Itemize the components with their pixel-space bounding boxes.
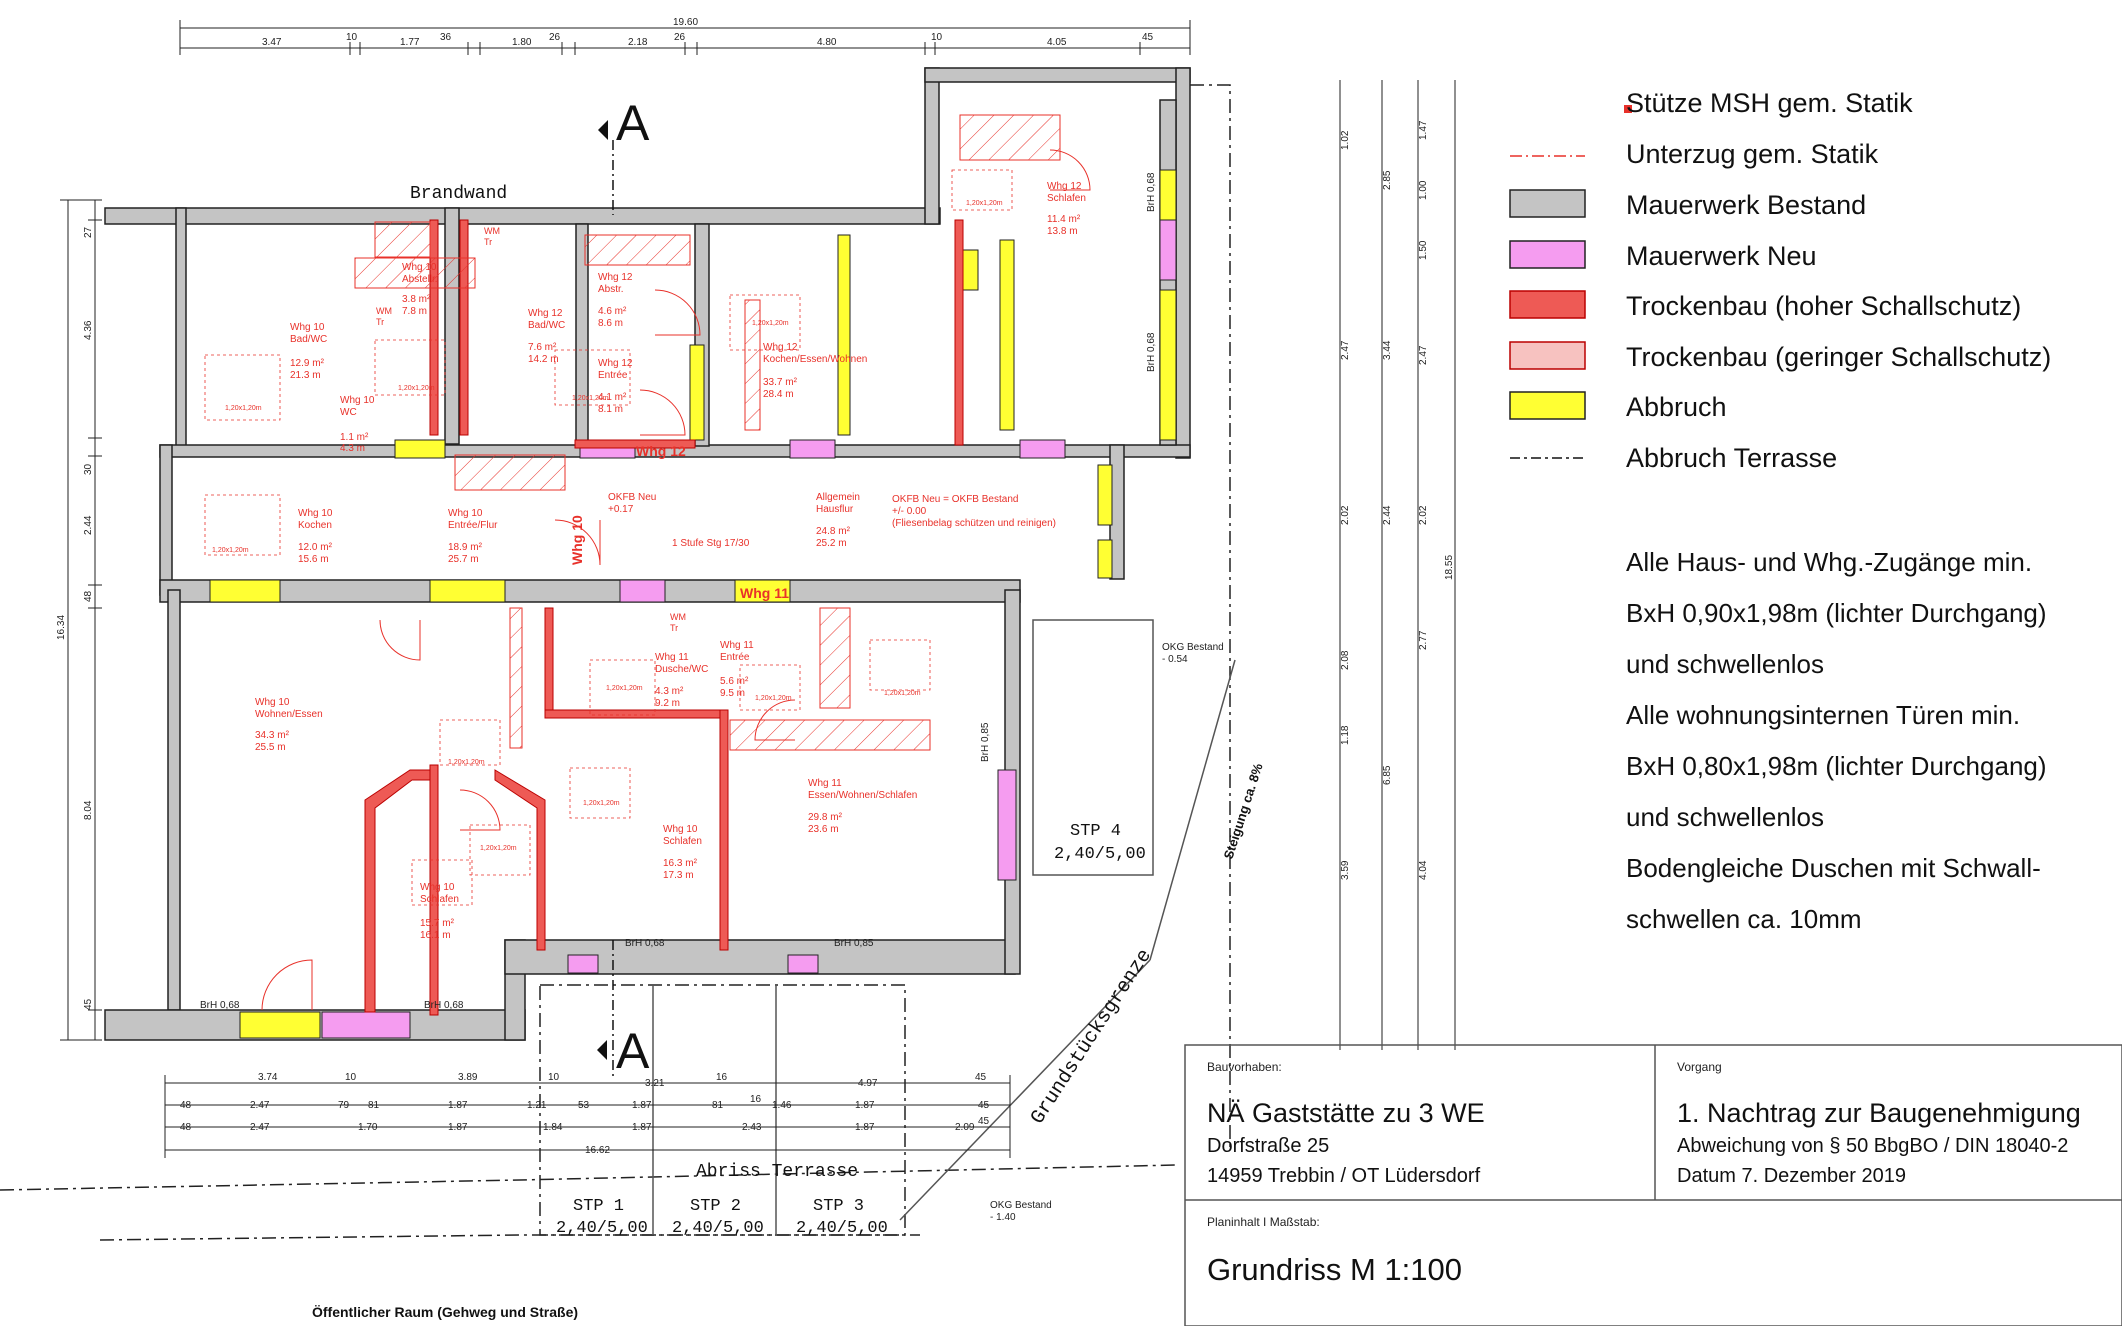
dim-bottom-r2: 48 xyxy=(180,1100,192,1111)
dim-right-total: 18.55 xyxy=(1444,554,1455,580)
svg-text:21.3 m: 21.3 m xyxy=(290,370,321,381)
dim-bottom-r2: 81 xyxy=(368,1100,380,1111)
brh-label: BrH 0,85 xyxy=(980,722,991,762)
planinhalt-label: Planinhalt I Maßstab: xyxy=(1207,1215,1320,1229)
brh-label: BrH 0,68 xyxy=(1146,172,1157,212)
dim-right-col1: 3.59 xyxy=(1340,860,1351,880)
svg-text:4.1 m²: 4.1 m² xyxy=(598,392,627,403)
legend-swatches xyxy=(1510,105,1632,458)
dim-bottom-r3: 1.87 xyxy=(632,1122,652,1133)
svg-text:Whg 12: Whg 12 xyxy=(1047,181,1082,192)
dim-bottom-r2: 2.47 xyxy=(250,1100,270,1111)
turning-tag: 1,20x1,20m xyxy=(755,695,792,702)
room-label xyxy=(420,882,459,941)
dim-top-part: 45 xyxy=(1142,32,1154,43)
turning-tag: 1,20x1,20m xyxy=(884,690,921,697)
svg-text:23.6 m: 23.6 m xyxy=(808,824,839,835)
dim-bottom-r2: 1.21 xyxy=(527,1100,547,1111)
note-line: Alle Haus- und Whg.-Zugänge min. xyxy=(1626,547,2033,577)
legend-swatch-mauerwerk-bestand xyxy=(1510,190,1585,217)
dim-right-col1: 2.47 xyxy=(1340,340,1351,360)
turning-tag: 1,20x1,20m xyxy=(606,685,643,692)
okfb-neu-val: +0.17 xyxy=(608,504,634,515)
room-label xyxy=(816,492,860,549)
dim-top-part: 36 xyxy=(440,32,452,43)
project-city: 14959 Trebbin / OT Lüdersdorf xyxy=(1207,1165,1481,1187)
parking-4-size: 2,40/5,00 xyxy=(1054,845,1146,864)
stufe-label: 1 Stufe Stg 17/30 xyxy=(672,538,750,549)
dim-bottom-r1: 3.89 xyxy=(458,1072,478,1083)
dim-bottom-r3: 2.43 xyxy=(742,1122,762,1133)
legend-label-column: Stütze MSH gem. Statik xyxy=(1626,88,1913,118)
plan-title: Grundriss M 1:100 xyxy=(1207,1252,1462,1287)
svg-text:13.8 m: 13.8 m xyxy=(1047,226,1078,237)
svg-text:24.8 m²: 24.8 m² xyxy=(816,526,850,537)
parking-lines xyxy=(653,620,1235,1235)
dim-left-part: 4.36 xyxy=(83,320,94,340)
svg-text:7.8 m: 7.8 m xyxy=(402,306,428,317)
brh-label: BrH 0,68 xyxy=(200,1000,240,1011)
dim-bottom-r2: 1.87 xyxy=(855,1100,875,1111)
svg-text:4.3 m: 4.3 m xyxy=(340,443,366,454)
parking-2-size: 2,40/5,00 xyxy=(672,1219,764,1238)
legend-label-unterzug: Unterzug gem. Statik xyxy=(1626,139,1879,169)
note-line: Alle wohnungsinternen Türen min. xyxy=(1626,700,2021,730)
room-label xyxy=(598,358,633,415)
dim-right-col3: 2.77 xyxy=(1418,630,1429,650)
dim-bottom-r1: 10 xyxy=(548,1072,560,1083)
svg-text:Whg 12: Whg 12 xyxy=(528,308,563,319)
okg-right-val: - 0.54 xyxy=(1162,654,1188,665)
svg-text:Schlafen: Schlafen xyxy=(420,894,459,905)
svg-text:9.2 m: 9.2 m xyxy=(655,698,681,709)
dim-bottom-r2: 16 xyxy=(750,1094,762,1105)
brh-label: BrH 0,85 xyxy=(834,938,874,949)
room-label xyxy=(255,697,323,753)
svg-text:17.3 m: 17.3 m xyxy=(663,870,694,881)
whg10-tag: Whg 10 xyxy=(569,515,585,565)
svg-text:Abstr.: Abstr. xyxy=(598,284,624,295)
dim-bottom-r1: 16 xyxy=(716,1072,728,1083)
grundstuecksgrenze-label: Grundstücksgrenze xyxy=(1026,945,1158,1129)
svg-text:Bad/WC: Bad/WC xyxy=(290,334,328,345)
dim-left-part: 30 xyxy=(83,463,94,475)
svg-text:9.5 m: 9.5 m xyxy=(720,688,746,699)
wm-tag: WM xyxy=(484,226,500,236)
svg-text:11.4 m²: 11.4 m² xyxy=(1047,214,1081,225)
steigung-label: Steigung ca. 8% xyxy=(1220,761,1266,861)
dim-bottom-r2: 45 xyxy=(978,1100,990,1111)
legend-label-mauerwerk-neu: Mauerwerk Neu xyxy=(1626,241,1817,271)
room-label xyxy=(808,778,917,835)
svg-text:18.9 m²: 18.9 m² xyxy=(448,542,482,553)
dim-right-col1: 2.08 xyxy=(1340,650,1351,670)
okg-bottom: OKG Bestand xyxy=(990,1200,1052,1211)
dim-left-part: 45 xyxy=(83,998,94,1010)
okfb-note: OKFB Neu = OKFB Bestand xyxy=(892,494,1019,505)
note-line: Bodengleiche Duschen mit Schwall- xyxy=(1626,853,2041,883)
dim-top-part: 1.80 xyxy=(512,37,532,48)
dim-bottom-r1: 3.21 xyxy=(645,1078,665,1089)
section-arrow-bottom-icon xyxy=(597,1040,607,1060)
okfb-note-2: +/- 0.00 xyxy=(892,506,927,517)
dim-top-total: 19.60 xyxy=(673,17,699,28)
svg-text:Wohnen/Essen: Wohnen/Essen xyxy=(255,709,323,720)
svg-text:Entrée: Entrée xyxy=(598,370,628,381)
parking-1-size: 2,40/5,00 xyxy=(556,1219,648,1238)
wm-tag: WM xyxy=(376,306,392,316)
walls-demolition xyxy=(210,170,1176,1038)
svg-text:25.7 m: 25.7 m xyxy=(448,554,479,565)
svg-text:12.0 m²: 12.0 m² xyxy=(298,542,332,553)
dim-right-col1: 1.02 xyxy=(1340,130,1351,150)
project-street: Dorfstraße 25 xyxy=(1207,1135,1330,1157)
svg-text:8.6 m: 8.6 m xyxy=(598,318,624,329)
dim-left-part: 8.04 xyxy=(83,800,94,820)
svg-text:Whg 12: Whg 12 xyxy=(598,272,633,283)
dim-bottom-r3: 2.47 xyxy=(250,1122,270,1133)
dim-top-part: 10 xyxy=(346,32,358,43)
tr-tag: Tr xyxy=(376,317,385,327)
dim-right-col2: 3.44 xyxy=(1382,340,1393,360)
tr-tag: Tr xyxy=(670,623,679,633)
svg-text:34.3 m²: 34.3 m² xyxy=(255,730,289,741)
dim-top-part: 4.80 xyxy=(817,37,837,48)
svg-text:5.6 m²: 5.6 m² xyxy=(720,676,749,687)
svg-text:14.2 m: 14.2 m xyxy=(528,354,559,365)
vorgang-title: 1. Nachtrag zur Baugenehmigung xyxy=(1677,1098,2081,1128)
svg-text:4.6 m²: 4.6 m² xyxy=(598,306,627,317)
legend-swatch-abbruch xyxy=(1510,392,1585,419)
svg-text:Entrée: Entrée xyxy=(720,652,750,663)
bauvorhaben-label: Bauvorhaben: xyxy=(1207,1060,1282,1074)
svg-text:Whg 10: Whg 10 xyxy=(448,508,483,519)
dim-right-col3: 1.47 xyxy=(1418,120,1429,140)
dim-right-col3: 2.47 xyxy=(1418,345,1429,365)
turning-tag: 1,20x1,20m xyxy=(752,320,789,327)
legend-swatch-trockenbau-hoch xyxy=(1510,291,1585,318)
room-label xyxy=(663,824,702,881)
dim-bottom-r1: 45 xyxy=(975,1072,987,1083)
svg-text:Schlafen: Schlafen xyxy=(1047,193,1086,204)
dim-bottom-r3: 2.09 xyxy=(955,1122,975,1133)
svg-text:25.2 m: 25.2 m xyxy=(816,538,847,549)
svg-text:Whg 10: Whg 10 xyxy=(420,882,455,893)
dim-right-col1: 2.02 xyxy=(1340,505,1351,525)
note-line: und schwellenlos xyxy=(1626,649,1825,679)
turning-tag: 1,20x1,20m xyxy=(398,385,435,392)
parking-2-name: STP 2 xyxy=(690,1197,742,1216)
svg-text:Whg 12: Whg 12 xyxy=(598,358,633,369)
dim-bottom-r1: 4.97 xyxy=(858,1078,878,1089)
dim-bottom-total: 16.62 xyxy=(585,1145,611,1156)
dim-right-col2: 2.44 xyxy=(1382,505,1393,525)
legend-swatch-mauerwerk-neu xyxy=(1510,241,1585,268)
wm-tag: WM xyxy=(670,612,686,622)
dim-top-part: 4.05 xyxy=(1047,37,1067,48)
note-line: und schwellenlos xyxy=(1626,802,1825,832)
svg-text:Allgemein: Allgemein xyxy=(816,492,860,503)
dim-left-part: 48 xyxy=(83,590,94,602)
dim-right-col2: 2.85 xyxy=(1382,170,1393,190)
dim-top-part: 10 xyxy=(931,32,943,43)
svg-text:Entrée/Flur: Entrée/Flur xyxy=(448,520,498,531)
dim-top-part: 1.77 xyxy=(400,37,420,48)
project-name: NÄ Gaststätte zu 3 WE xyxy=(1207,1098,1485,1128)
okfb-note-3: (Fliesenbelag schützen und reinigen) xyxy=(892,518,1056,529)
dim-right-col2: 6.85 xyxy=(1382,765,1393,785)
svg-text:Whg 11: Whg 11 xyxy=(808,778,842,789)
svg-text:29.8 m²: 29.8 m² xyxy=(808,812,842,823)
svg-text:Bad/WC: Bad/WC xyxy=(528,320,566,331)
svg-text:16.1 m: 16.1 m xyxy=(420,930,451,941)
svg-text:Whg 10: Whg 10 xyxy=(298,508,333,519)
dim-bottom-r2: 81 xyxy=(712,1100,724,1111)
svg-text:Hausflur: Hausflur xyxy=(816,504,854,515)
dim-top-part: 26 xyxy=(549,32,561,43)
legend-label-abbruch-terrasse: Abbruch Terrasse xyxy=(1626,443,1838,473)
svg-text:15.6 m: 15.6 m xyxy=(298,554,329,565)
dim-top-part: 3.47 xyxy=(262,37,282,48)
okfb-neu: OKFB Neu xyxy=(608,492,657,503)
dim-bottom-r3: 1.70 xyxy=(358,1122,378,1133)
parking-3-name: STP 3 xyxy=(813,1197,865,1216)
tr-tag: Tr xyxy=(484,237,493,247)
svg-text:8.1 m: 8.1 m xyxy=(598,404,624,415)
dim-right-col3: 1.50 xyxy=(1418,240,1429,260)
dim-bottom-r2: 1.46 xyxy=(772,1100,792,1111)
svg-text:33.7 m²: 33.7 m² xyxy=(763,377,797,388)
walls-existing xyxy=(105,68,1190,1040)
svg-text:3.8 m²: 3.8 m² xyxy=(402,294,431,305)
svg-text:Kochen/Essen/Wohnen: Kochen/Essen/Wohnen xyxy=(763,354,868,365)
dim-bottom-r2: 53 xyxy=(578,1100,590,1111)
dim-bottom-r3: 1.84 xyxy=(543,1122,563,1133)
svg-text:Kochen: Kochen xyxy=(298,520,332,531)
abweichung: Abweichung von § 50 BbgBO / DIN 18040-2 xyxy=(1677,1135,2069,1157)
okg-right: OKG Bestand xyxy=(1162,642,1224,653)
svg-text:Essen/Wohnen/Schlafen: Essen/Wohnen/Schlafen xyxy=(808,790,918,801)
turning-tag: 1,20x1,20m xyxy=(583,800,620,807)
dim-right-col1: 1.18 xyxy=(1340,725,1351,745)
abriss-terrasse-label: Abriss Terrasse xyxy=(696,1162,859,1182)
svg-text:4.3 m²: 4.3 m² xyxy=(655,686,684,697)
vorgang-label: Vorgang xyxy=(1677,1060,1722,1074)
svg-text:Whg 10: Whg 10 xyxy=(663,824,698,835)
turning-tag: 1,20x1,20m xyxy=(212,547,249,554)
dim-left-part: 27 xyxy=(83,226,94,238)
dim-right-col3: 2.02 xyxy=(1418,505,1429,525)
svg-text:1.1 m²: 1.1 m² xyxy=(340,432,369,443)
brandwand-label: Brandwand xyxy=(410,184,508,204)
dim-bottom-r1: 10 xyxy=(345,1072,357,1083)
note-line: schwellen ca. 10mm xyxy=(1626,904,1862,934)
room-label xyxy=(655,652,708,709)
whg11-tag: Whg 11 xyxy=(740,585,790,601)
dim-left-total: 16.34 xyxy=(56,614,67,640)
svg-text:7.6 m²: 7.6 m² xyxy=(528,342,557,353)
section-mark-top: A xyxy=(616,95,650,151)
svg-text:Whg 10: Whg 10 xyxy=(402,262,437,273)
room-label xyxy=(290,322,327,381)
okg-bottom-val: - 1.40 xyxy=(990,1212,1016,1223)
svg-text:25.5 m: 25.5 m xyxy=(255,742,286,753)
dim-bottom-r2: 79 xyxy=(338,1100,350,1111)
public-space-label: Öffentlicher Raum (Gehweg und Straße) xyxy=(312,1304,579,1320)
turning-tag: 1,20x1,20m xyxy=(572,395,609,402)
datum: Datum 7. Dezember 2019 xyxy=(1677,1165,1907,1187)
legend-swatch-trockenbau-gering xyxy=(1510,342,1585,369)
legend-label-mauerwerk-bestand: Mauerwerk Bestand xyxy=(1626,190,1867,220)
svg-text:15.7 m²: 15.7 m² xyxy=(420,918,454,929)
legend-label-trockenbau-hoch: Trockenbau (hoher Schallschutz) xyxy=(1626,291,2022,321)
room-label xyxy=(598,272,633,329)
svg-text:WC: WC xyxy=(340,407,357,418)
room-label xyxy=(298,508,333,565)
dim-bottom-r3: 48 xyxy=(180,1122,192,1133)
legend-label-trockenbau-gering: Trockenbau (geringer Schallschutz) xyxy=(1626,342,2052,372)
dim-bottom-r3: 1.87 xyxy=(855,1122,875,1133)
svg-text:Whg 11: Whg 11 xyxy=(720,640,754,651)
room-label xyxy=(528,308,565,365)
dim-top-part: 26 xyxy=(674,32,686,43)
legend-label-abbruch: Abbruch xyxy=(1626,392,1727,422)
turning-tag: 1,20x1,20m xyxy=(966,200,1003,207)
dim-right-col3: 1.00 xyxy=(1418,180,1429,200)
whg12-tag: Whg 12 xyxy=(636,443,686,459)
dim-left-part: 2.44 xyxy=(83,515,94,535)
brh-label: BrH 0,68 xyxy=(424,1000,464,1011)
dim-bottom-r3: 45 xyxy=(978,1116,990,1127)
dim-bottom-r1: 3.74 xyxy=(258,1072,278,1083)
dim-bottom-r2: 1.87 xyxy=(448,1100,468,1111)
dimension-right xyxy=(1340,80,1455,1050)
turning-tag: 1,20x1,20m xyxy=(225,405,262,412)
dim-right-col3: 4.04 xyxy=(1418,860,1429,880)
svg-text:Dusche/WC: Dusche/WC xyxy=(655,664,709,675)
room-label xyxy=(763,342,867,400)
room-label xyxy=(448,508,498,565)
dim-bottom-r2: 1.87 xyxy=(632,1100,652,1111)
note-line: BxH 0,80x1,98m (lichter Durchgang) xyxy=(1626,751,2047,781)
svg-text:Whg 10: Whg 10 xyxy=(290,322,325,333)
section-arrow-top-icon xyxy=(598,120,608,140)
turning-tag: 1,20x1,20m xyxy=(448,759,485,766)
dim-bottom-r3: 1.87 xyxy=(448,1122,468,1133)
svg-text:12.9 m²: 12.9 m² xyxy=(290,358,324,369)
svg-text:Schlafen: Schlafen xyxy=(663,836,702,847)
dim-top-part: 2.18 xyxy=(628,37,648,48)
turning-tag: 1,20x1,20m xyxy=(480,845,517,852)
svg-text:Whg 11: Whg 11 xyxy=(655,652,689,663)
svg-text:Whg 12: Whg 12 xyxy=(763,342,798,353)
parking-4-name: STP 4 xyxy=(1070,822,1122,841)
room-label xyxy=(1047,181,1086,237)
parking-1-name: STP 1 xyxy=(573,1197,625,1216)
room-label xyxy=(720,640,754,699)
section-mark-bottom: A xyxy=(616,1023,650,1079)
brh-label: BrH 0,68 xyxy=(1146,332,1157,372)
brh-label: BrH 0,68 xyxy=(625,938,665,949)
svg-text:Whg 10: Whg 10 xyxy=(340,395,375,406)
svg-text:16.3 m²: 16.3 m² xyxy=(663,858,697,869)
svg-text:Abstellr.: Abstellr. xyxy=(402,274,438,285)
svg-text:28.4 m: 28.4 m xyxy=(763,389,794,400)
parking-3-size: 2,40/5,00 xyxy=(796,1219,888,1238)
svg-text:Whg 10: Whg 10 xyxy=(255,697,290,708)
note-line: BxH 0,90x1,98m (lichter Durchgang) xyxy=(1626,598,2047,628)
